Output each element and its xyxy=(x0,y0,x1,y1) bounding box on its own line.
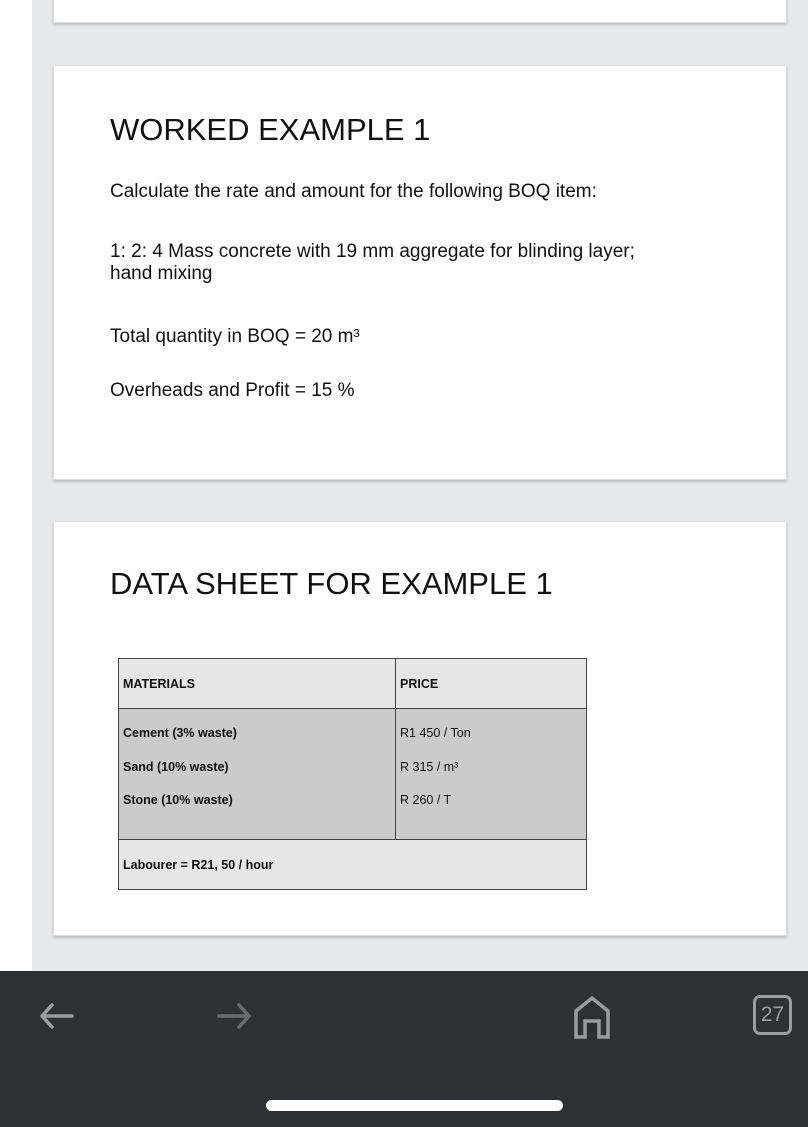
home-indicator xyxy=(266,1100,563,1111)
material: Cement (3% waste) xyxy=(123,726,237,740)
home-icon[interactable] xyxy=(572,995,612,1039)
boq-item-line1: 1: 2: 4 Mass concrete with 19 mm aggregate for blinding layer; xyxy=(110,241,635,262)
price: R 260 / T xyxy=(400,793,452,807)
prices-cell xyxy=(396,709,587,840)
boq-item xyxy=(110,241,730,285)
price: R1 450 / Ton xyxy=(400,726,471,740)
slide-worked-example xyxy=(53,65,787,480)
quantity: Total quantity in BOQ = 20 m³ xyxy=(110,326,360,347)
header-materials: MATERIALS xyxy=(119,659,396,709)
material: Sand (10% waste) xyxy=(123,759,229,774)
back-arrow-icon[interactable] xyxy=(38,1001,74,1031)
data-table xyxy=(118,658,587,890)
material: Stone (10% waste) xyxy=(123,793,233,807)
slide-data-sheet xyxy=(53,521,787,936)
forward-arrow-icon[interactable] xyxy=(217,1001,253,1031)
header-price: PRICE xyxy=(396,659,587,709)
tabs-button[interactable]: 27 xyxy=(753,995,792,1035)
materials-cell xyxy=(119,709,396,840)
labour-rate: Labourer = R21, 50 / hour xyxy=(119,840,587,890)
overheads: Overheads and Profit = 15 % xyxy=(110,380,355,401)
previous-page xyxy=(53,0,787,23)
boq-item-line2: hand mixing xyxy=(110,263,213,284)
page-edge xyxy=(0,0,32,971)
instruction: Calculate the rate and amount for the following BOQ item: xyxy=(110,181,597,202)
datasheet-title: DATA SHEET FOR EXAMPLE 1 xyxy=(110,566,553,601)
price: R 315 / m³ xyxy=(400,759,459,774)
example-title: WORKED EXAMPLE 1 xyxy=(110,112,431,147)
